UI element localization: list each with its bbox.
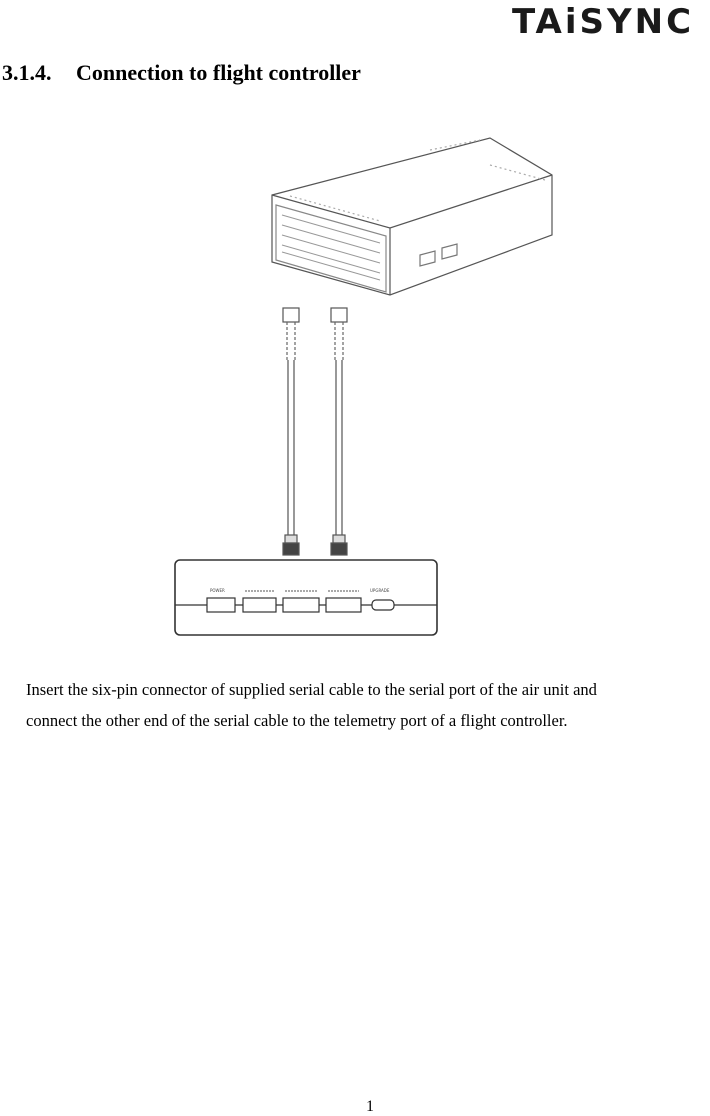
taisync-logo: TAiSYNC <box>512 2 695 42</box>
page-number: 1 <box>366 1098 374 1115</box>
upgrade-port-label: UPGRADE <box>370 588 390 593</box>
section-heading <box>2 60 361 86</box>
serial-cable-left <box>283 308 299 555</box>
power-port-label: POWER <box>210 588 225 593</box>
connection-diagram <box>160 125 580 645</box>
body-line-2: connect the other end of the serial cable to the telemetry port of a flight controller. <box>26 711 568 730</box>
section-title: Connection to flight controller <box>76 60 361 85</box>
air-unit-device <box>175 560 437 635</box>
section-number: 3.1.4. <box>2 60 52 85</box>
body-line-1: Insert the six-pin connector of supplied serial cable to the serial port of the air unit and <box>26 680 597 699</box>
serial-cable-right <box>331 308 347 555</box>
body-paragraph <box>26 674 696 736</box>
flight-controller-device <box>272 138 552 295</box>
